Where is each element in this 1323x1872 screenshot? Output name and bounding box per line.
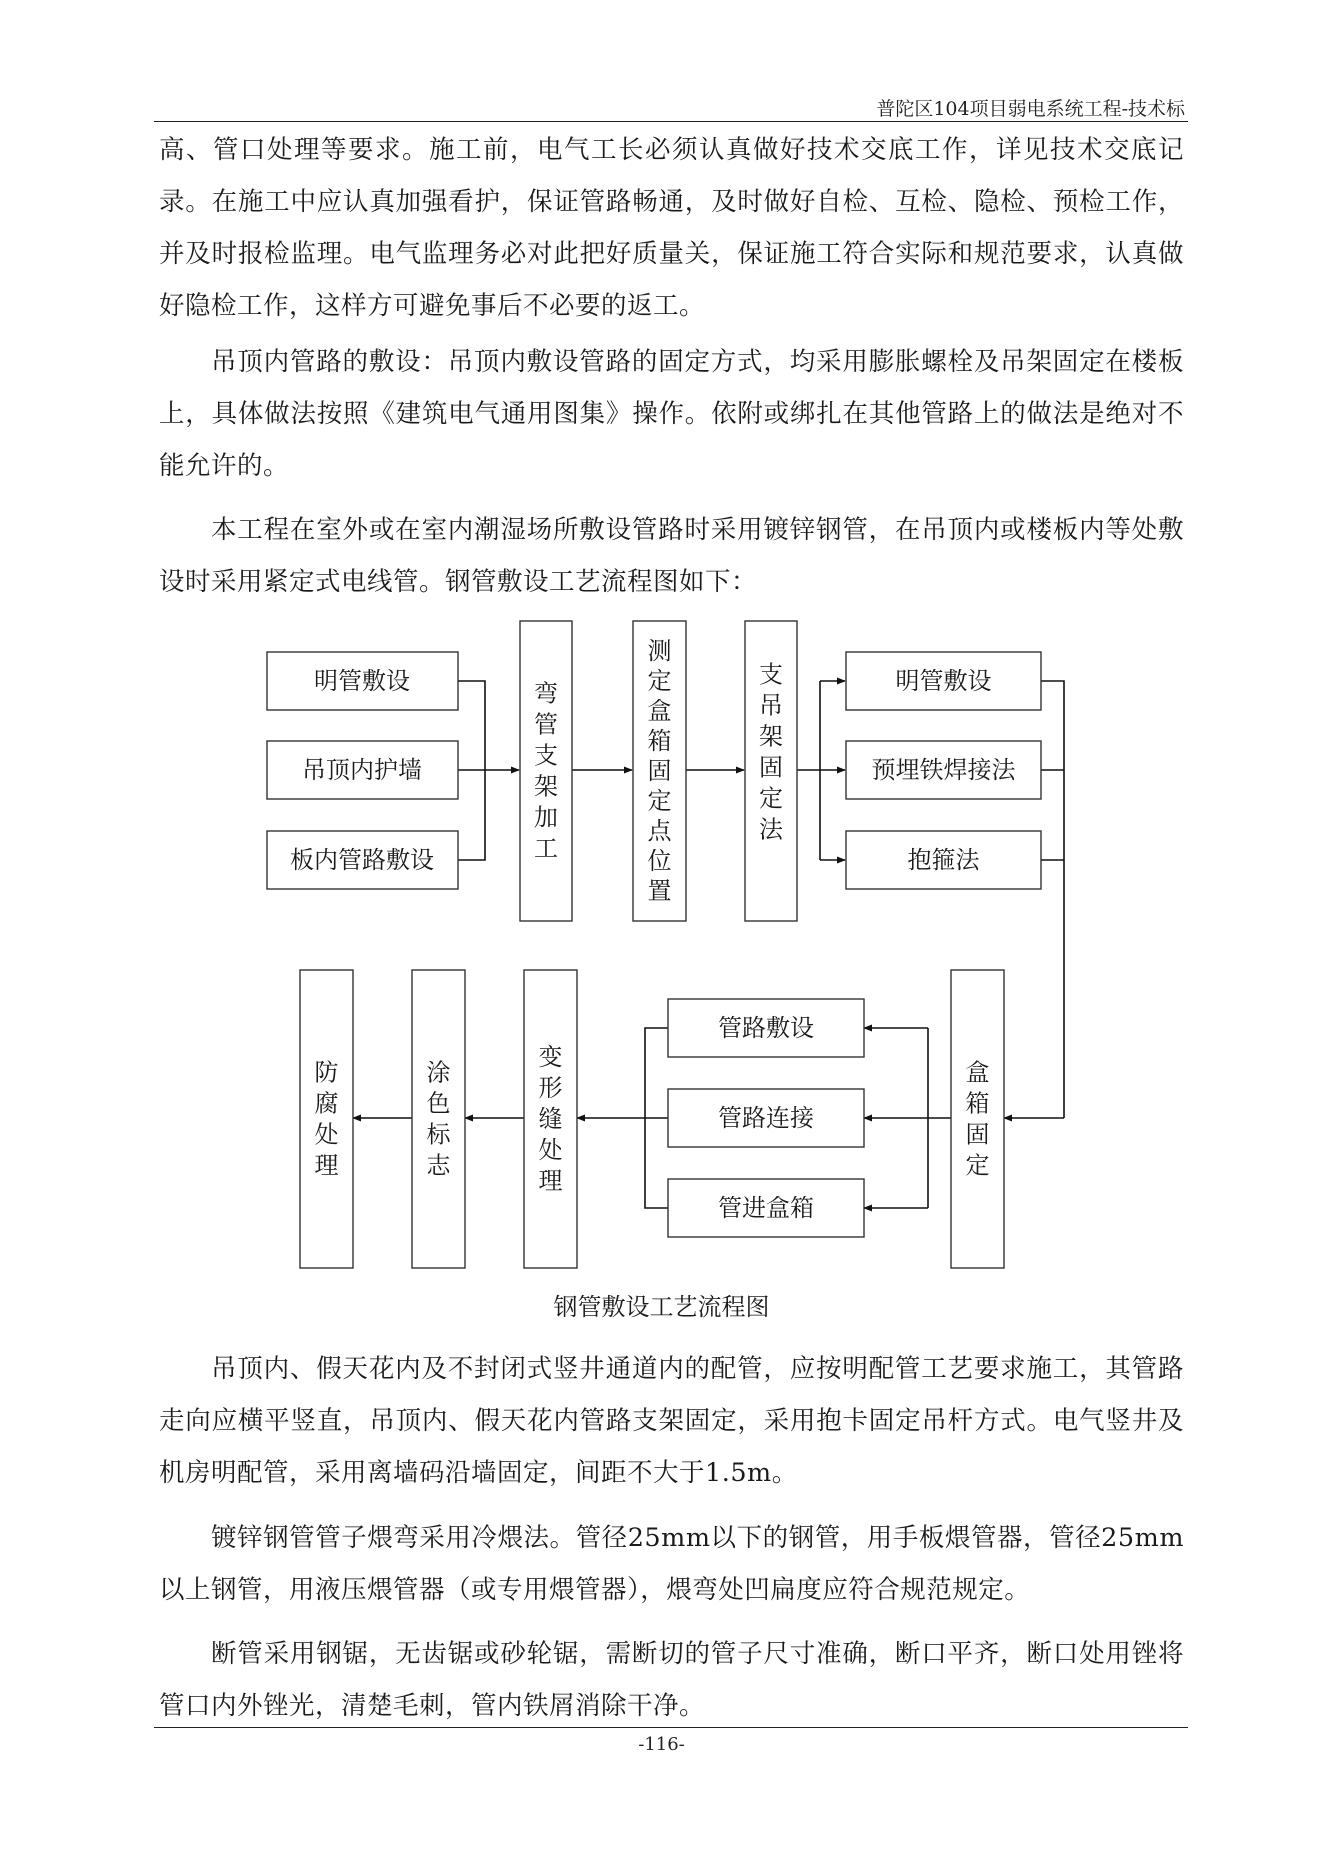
paragraph-3: 本工程在室外或在室内潮湿场所敷设管路时采用镀锌钢管，在吊顶内或楼板内等处敷设时采用紧定式电线管。钢管敷设工艺流程图如下： <box>159 515 1184 597</box>
node-zhidiao-label: 支吊架固定法 <box>759 660 783 844</box>
paragraph-4: 吊顶内、假天花内及不封闭式竖井通道内的配管，应按明配管工艺要求施工，其管路走向应横平竖直，吊顶内、假天花内管路支架固定，采用抱卡固定吊杆方式。电气竖井及机房明配管，采用离墙码沿墙固定，间距不大于1.5m。 <box>159 1354 1184 1488</box>
node-guanlufushe-label: 管路敷设 <box>718 1014 814 1042</box>
footer-rule <box>154 1727 1188 1728</box>
node-tuse <box>412 970 465 1268</box>
node-diaoding-label: 吊顶内护墙 <box>302 756 422 784</box>
node-hexiang-label: 盒箱固定 <box>965 1058 990 1180</box>
node-fangfu <box>300 970 353 1268</box>
node-mingguan1-label: 明管敷设 <box>314 667 410 695</box>
edge-right-collect <box>1041 681 1064 1118</box>
page-number: -116- <box>638 1734 685 1755</box>
node-zhidiao <box>745 621 797 921</box>
node-tuse-label: 涂色标志 <box>426 1058 451 1180</box>
node-hexiang <box>951 970 1004 1268</box>
flowchart-caption: 钢管敷设工艺流程图 <box>553 1293 770 1321</box>
node-wanguan <box>520 621 572 921</box>
paragraph-5: 镀锌钢管管子煨弯采用冷煨法。管径25mm以下的钢管，用手板煨管器，管径25mm以上钢管，用液压煨管器（或专用煨管器），煨弯处凹扁度应符合规范规定。 <box>159 1523 1184 1605</box>
node-wanguan-label: 弯管支架加工 <box>534 679 558 863</box>
node-ceding-label: 测定盒箱固定点位置 <box>647 637 672 905</box>
paragraph-6: 断管采用钢锯，无齿锯或砂轮锯，需断切的管子尺寸准确，断口平齐，断口处用锉将管口内外锉光，清楚毛刺，管内铁屑消除干净。 <box>159 1639 1184 1721</box>
node-guanlulianjie <box>668 1089 864 1147</box>
node-mingguan2 <box>846 652 1041 710</box>
paragraph-1: 高、管口处理等要求。施工前，电气工长必须认真做好技术交底工作，详见技术交底记录。在施工中应认真加强看护，保证管路畅通，及时做好自检、互检、隐检、预检工作，并及时报检监理。电气监理务必对此把好质量关，保证施工符合实际和规范要求，认真做好隐检工作，这样方可避免事后不必要的返工。 <box>159 135 1184 321</box>
node-bianxing-label: 变形缝处理 <box>538 1043 563 1195</box>
paragraph-2: 吊顶内管路的敷设：吊顶内敷设管路的固定方式，均采用膨胀螺栓及吊架固定在楼板上，具体做法按照《建筑电气通用图集》操作。依附或绑扎在其他管路上的做法是绝对不能允许的。 <box>159 347 1184 481</box>
node-yumai-label: 预埋铁焊接法 <box>871 756 1016 784</box>
node-guanlufushe <box>668 999 864 1057</box>
node-baogu-label: 抱箍法 <box>907 846 980 874</box>
node-ceding <box>633 621 686 921</box>
node-guanjin-label: 管进盒箱 <box>718 1194 814 1222</box>
node-guanlulianjie-label: 管路连接 <box>718 1104 814 1132</box>
node-baogu <box>846 831 1041 889</box>
node-fangfu-label: 防腐处理 <box>314 1058 339 1180</box>
node-diaoding <box>267 741 458 799</box>
node-mingguan2-label: 明管敷设 <box>895 667 992 695</box>
page-header-title: 普陀区104项目弱电系统工程-技术标 <box>876 98 1185 120</box>
node-mingguan1 <box>267 652 458 710</box>
node-banneiguan <box>267 831 458 889</box>
node-yumai <box>846 741 1041 799</box>
node-banneiguan-label: 板内管路敷设 <box>290 846 434 874</box>
node-bianxing <box>524 970 577 1268</box>
node-guanjin <box>668 1179 864 1237</box>
